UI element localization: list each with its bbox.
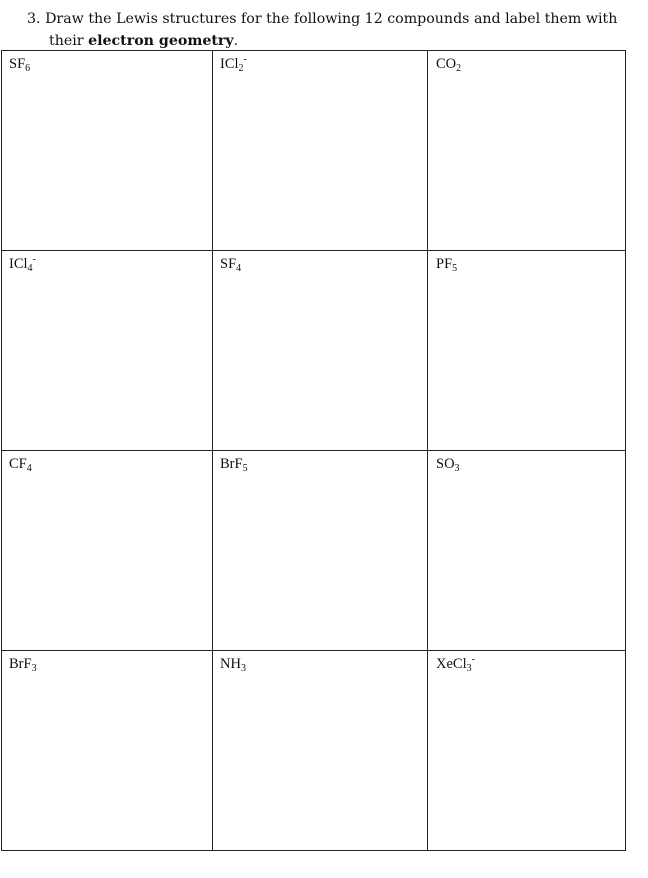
compound-formula: $CO_2$ (436, 56, 462, 74)
compound-cell[interactable] (2, 251, 213, 451)
compound-formula: $SF_6$ (9, 56, 31, 74)
compound-formula: XeCl$_3$- (436, 654, 475, 674)
compound-formula: ICl$_4$- (9, 254, 36, 274)
compound-cell[interactable] (428, 651, 626, 851)
grid-row (2, 51, 626, 251)
question-number: 3. (27, 11, 41, 27)
compound-formula: $PF_5$ (436, 256, 458, 274)
grid-row (2, 451, 626, 651)
compound-cell[interactable] (428, 451, 626, 651)
compound-cell[interactable] (2, 51, 213, 251)
question-text-suffix: . (233, 33, 239, 49)
compound-formula: ICl$_2$- (220, 54, 247, 74)
compound-formula: $CF_4$ (9, 456, 32, 474)
question-line-2 (27, 30, 627, 52)
compound-cell[interactable] (213, 251, 428, 451)
question-emphasis: electron geometry (88, 33, 234, 49)
compound-cell[interactable] (213, 451, 428, 651)
question-line-1 (27, 8, 627, 30)
compound-formula: BrF$_3$ (9, 656, 37, 674)
compound-cell[interactable] (2, 651, 213, 851)
grid-row (2, 251, 626, 451)
question-prompt (27, 8, 627, 52)
compound-formula: $SF_4$ (220, 256, 242, 274)
compound-formula: $SO_3$ (436, 456, 460, 474)
compound-cell[interactable] (213, 51, 428, 251)
compound-cell[interactable] (2, 451, 213, 651)
compound-grid (1, 50, 626, 851)
compound-formula: $NH_3$ (220, 656, 246, 674)
compound-cell[interactable] (428, 51, 626, 251)
compound-cell[interactable] (213, 651, 428, 851)
compound-cell[interactable] (428, 251, 626, 451)
question-text-prefix: their (49, 33, 89, 49)
compound-formula: BrF$_5$ (220, 456, 248, 474)
grid-row (2, 651, 626, 851)
question-text-line-1: Draw the Lewis structures for the following 12 compounds and label them with (45, 11, 618, 27)
